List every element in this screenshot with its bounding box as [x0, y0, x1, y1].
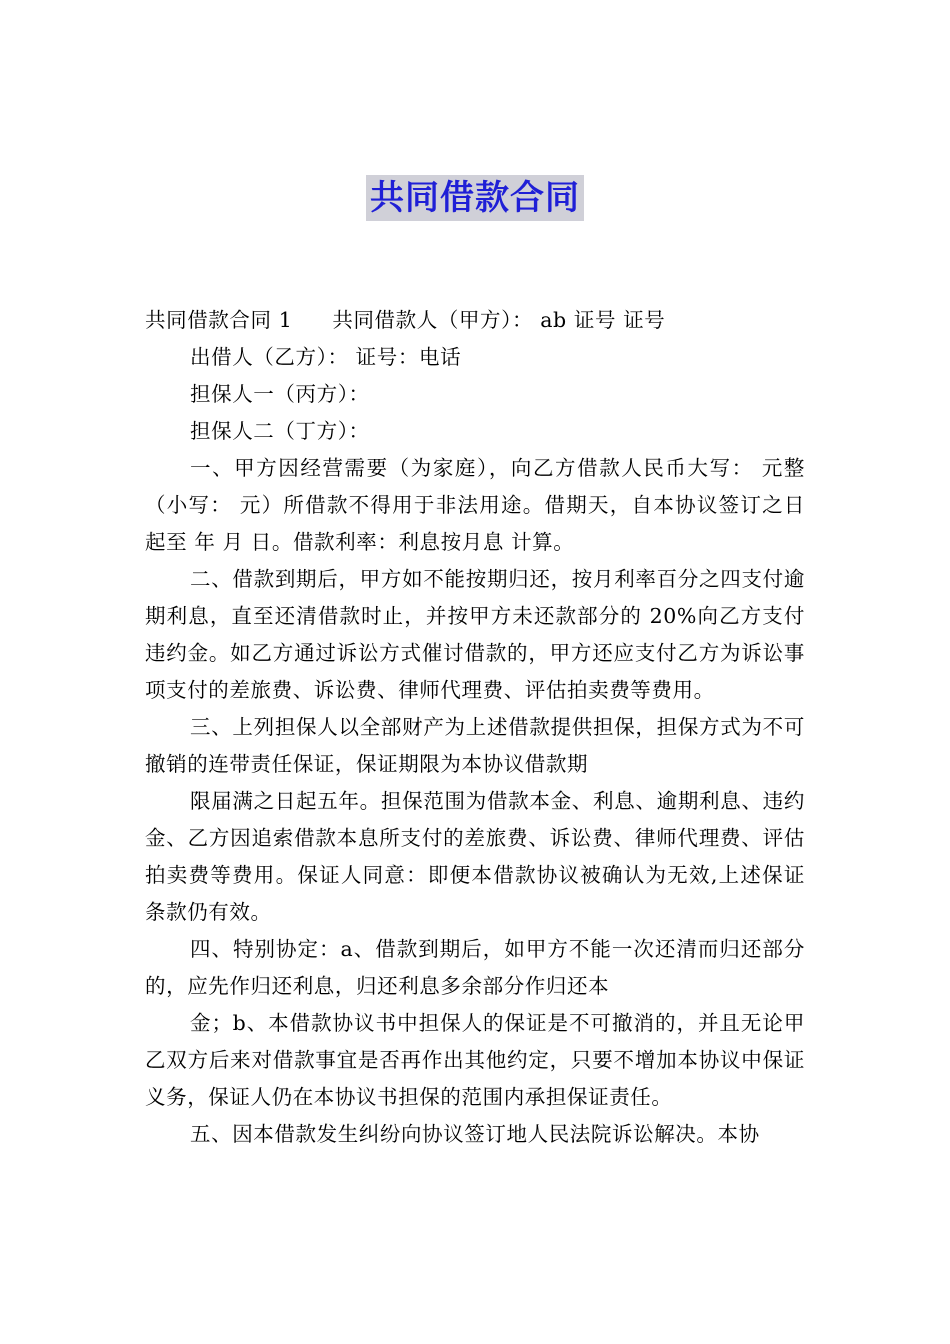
paragraph-guarantor-two: 担保人二（丁方）：: [190, 419, 370, 443]
co-borrower-line: 共同借款人（甲方）： ab 证号 证号: [332, 308, 666, 332]
paragraph-clause-3-cont: 限届满之日起五年。担保范围为借款本金、利息、逾期利息、违约金、乙方因追索借款本息所支付的差旅费、诉讼费、律师代理费、评估拍卖费等费用。保证人同意：即便本借款协议被确认为无效,上述保证条款仍有效。: [145, 789, 805, 924]
paragraph-clause-4: 四、特别协定：a、借款到期后，如甲方不能一次还清而归还部分的，应先作归还利息，归还利息多余部分作归还本: [145, 937, 805, 998]
paragraph-clause-1: 一、甲方因经营需要（为家庭），向乙方借款人民币大写： 元整（小写： 元）所借款不得用于非法用途。借期天，自本协议签订之日起至 年 月 日。借款利率：利息按月息 计算。: [145, 456, 805, 554]
document-title: 共同借款合同: [366, 175, 584, 221]
paragraph-lender: 出借人（乙方）： 证号：电话: [190, 345, 462, 369]
paragraph-clause-5: 五、因本借款发生纠纷向协议签订地人民法院诉讼解决。本协: [190, 1122, 760, 1146]
paragraph-header: [145, 302, 805, 339]
document-body: [145, 302, 805, 1153]
contract-number: 共同借款合同 1: [145, 308, 293, 332]
paragraph-clause-2: 二、借款到期后，甲方如不能按期归还，按月利率百分之四支付逾期利息，直至还清借款时止，并按甲方未还款部分的 20%向乙方支付违约金。如乙方通过诉讼方式催讨借款的，甲方还应支付乙方为诉讼事项支付的差旅费、诉讼费、律师代理费、评估拍卖费等费用。: [145, 567, 805, 702]
paragraph-guarantor-one: 担保人一（丙方）：: [190, 382, 370, 406]
title-container: [0, 175, 950, 221]
paragraph-clause-4-cont: 金；b、本借款协议书中担保人的保证是不可撤消的，并且无论甲乙双方后来对借款事宜是否再作出其他约定，只要不增加本协议中保证义务，保证人仍在本协议书担保的范围内承担保证责任。: [145, 1011, 805, 1109]
paragraph-clause-3: 三、上列担保人以全部财产为上述借款提供担保，担保方式为不可撤销的连带责任保证，保证期限为本协议借款期: [145, 715, 805, 776]
